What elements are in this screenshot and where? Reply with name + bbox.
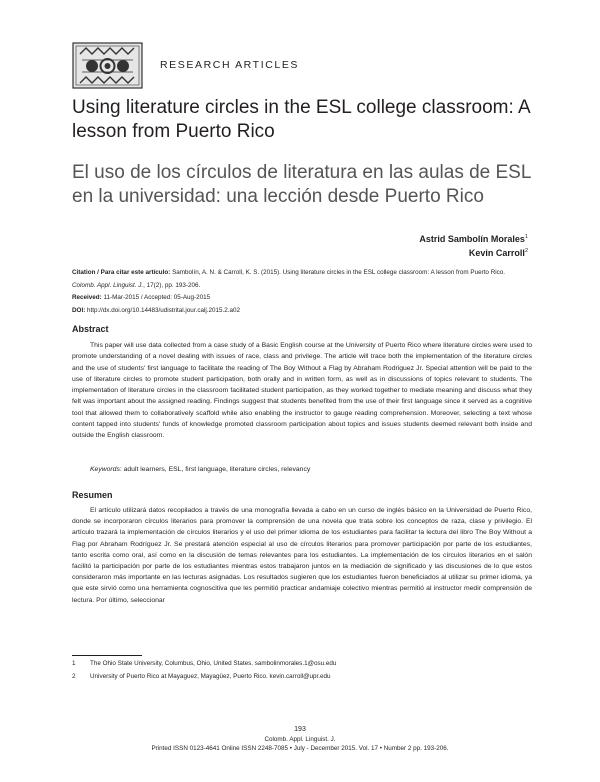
page-number: 193	[294, 726, 306, 733]
section-label: RESEARCH ARTICLES	[160, 59, 300, 71]
footer-issn: Printed ISSN 0123-4641 Online ISSN 2248-7085 • July - December 2015. Vol. 17 • Number 2 pp. 193-206.	[151, 745, 449, 752]
doi-link[interactable]: http://dx.doi.org/10.14483/udistrital.jour.calj.2015.2.a02	[87, 306, 241, 314]
article-title-english: Using literature circles in the ESL college classroom: A lesson from Puerto Rico	[72, 97, 530, 142]
received-line: Received: 11-Mar-2015 / Accepted: 05-Aug-2015	[72, 294, 211, 302]
footnote-divider	[72, 655, 142, 656]
resumen-body: El artículo utilizará datos recopilados a través de una monografía llevada a cabo en un curso de inglés básico en la Universidad de Puerto Rico, donde se incorporaron círculos literarios para promover la comprensión de una novela que trata sobre los conceptos de raza, clase y privilegio. El artículo trazará la implementación de círculos literarios y el uso del primer idioma de los estudiantes para facilitar la lectura del libro The Boy Without a Flag por Abraham Rodríguez Jr. Se prestará atención especial al uso de círculos literarios para promover participación por parte de los estudiantes, tanto escrita como oral, así como en la discusión de temas relevantes para los estudiantes. La implementación de los círculos literarios en el salón facilitó la participación por parte de los estudiantes mientras estos trabajaron juntos en la mediación de significado y las discusiones de lo que estos consideraron más importante en las lecturas asignadas. Los resultados sugieren que los estudiantes fueron beneficiados al utilizar su primer idioma, ya que este sirvió como una herramienta cognoscitiva que les permitió practicar andamiaje colectivo mientras permitió al instructor medir comprensión de lectura. Por último, seleccionar	[72, 507, 532, 604]
footer-journal: Colomb. Appl. Linguist. J.	[264, 736, 336, 743]
footnote-1: 1 The Ohio State University, Columbus, Ohio, United States. sambolinmorales.1@osu.edu	[72, 660, 337, 667]
doi-line: DOI: http://dx.doi.org/10.14483/udistrital.jour.calj.2015.2.a02	[72, 306, 241, 314]
article-metadata	[72, 267, 532, 317]
author-2: Kevin Carroll$^2$	[468, 248, 528, 258]
footnote-2: 2 University of Puerto Rico at Mayaguez, Mayagüez, Puerto Rico. kevin.carroll@upr.edu	[72, 673, 331, 680]
journal-logo	[72, 42, 143, 89]
author-1: Astrid Sambolín Morales$^1$	[419, 234, 528, 244]
keywords-line: Keywords: adult learners, ESL, first language, literature circles, relevancy	[90, 466, 311, 473]
abstract-body: This paper will use data collected from a case study of a Basic English course at the University of Puerto Rico where literature circles were used to promote understanding of a novel dealing with issues of race, class and privilege. The article will trace both the implementation of the literature circles and the use of students' first language to facilitate the reading of The Boy Without a Flag by Abraham Rodriguez Jr. Special attention will be paid to the use of literature circles to promote student participation, both orally and in written form, as well as in discussions of topics relevant to students. The implementation of literature circles in the classroom facilitated student participation, as they worked together to mediate meaning and discuss what they felt was important about the assigned reading. Findings suggest that students benefited from the use of their first language since it served as a cognitive tool that allowed them to collaboratively scaffold while also enabling the instructor to gauge reading comprehension. Moreover, selecting a text whose content tapped into students' funds of knowledge promoted classroom participation about topics and issues students deemed relevant both inside and outside the English classroom.	[72, 342, 532, 440]
resumen-heading: Resumen	[72, 490, 113, 500]
citation-journal-line: Colomb. Appl. Linguist. J., 17(2), pp. 193-206.	[72, 281, 201, 289]
abstract-heading: Abstract	[72, 324, 109, 334]
author-list	[419, 231, 528, 259]
article-title-spanish: El uso de los círculos de literatura en las aulas de ESL en la universidad: una lección desde Puerto Rico	[72, 162, 531, 207]
citation-line: Citation / Para citar este artículo: Sambolín, A. N. & Carroll, K. S. (2015). Using literature circles in the ESL college classroom: A lesson from Puerto Rico.	[72, 269, 506, 276]
